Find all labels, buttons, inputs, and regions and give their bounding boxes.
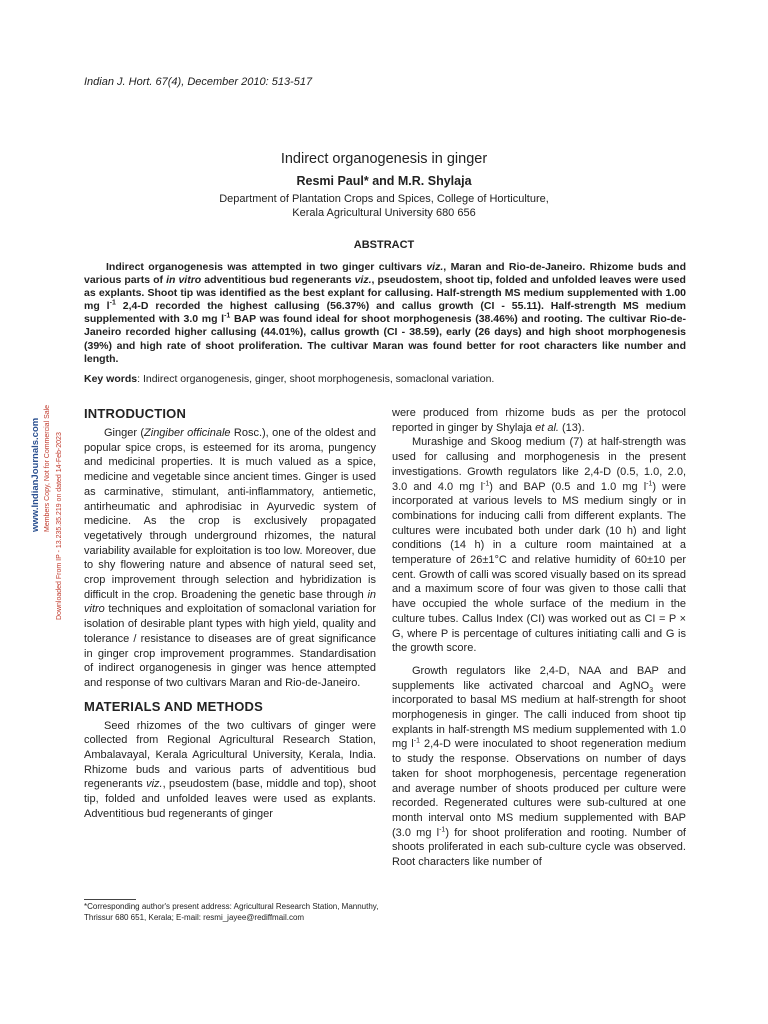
footnote-divider: [84, 899, 136, 900]
affiliation-line-2: Kerala Agricultural University 680 656: [292, 207, 476, 219]
footnote-line-1: *Corresponding author's present address: Agricultural Research Station, Mannuthy,: [84, 902, 379, 911]
sidebar-site: [30, 417, 44, 546]
left-column: [84, 406, 376, 822]
sidebar-download: [56, 432, 70, 634]
journal-citation: Indian J. Hort. 67(4), December 2010: 513-517: [84, 76, 313, 88]
introduction-heading: INTRODUCTION: [84, 406, 187, 421]
methods-paragraph-3: Growth regulators like 2,4-D, NAA and BAP and supplements like activated charcoal and AgNO$_3$ were incorporated to basal MS medium at half-strength for shoot morphogenesis in ginger. The calli induced from shoot tip explants in half-strength MS medium supplemented with 1.0 mg $l^{-1}$ 2,4-D were inoculated to shoot regeneration medium to study the response. Observations on number of days taken for shoot morphogenesis, percentage regeneration and average number of shoots produced per culture were recorded. Regenerated cultures were sub-cultured at one month interval onto MS medium supplemented with BAP (3.0 mg $l^{-1}$) for shoot proliferation and rooting. Number of shoots proliferated in each sub-culture cycle was observed. Root characters like number of: [392, 664, 686, 869]
right-column: [392, 406, 686, 870]
affiliation: [0, 192, 768, 220]
keywords: Key words: Indirect organogenesis, ginger, shoot morphogenesis, somaclonal variation.: [84, 373, 495, 385]
footnote-line-2: Thrissur 680 651, Kerala; E-mail: resmi_jayee@rediffmail.com: [84, 912, 305, 922]
abstract-heading: ABSTRACT: [353, 239, 415, 251]
affiliation-line-1: Department of Plantation Crops and Spices, College of Horticulture,: [219, 193, 549, 205]
authors: Resmi Paul* and M.R. Shylaja: [296, 174, 472, 188]
sidebar-site-text: www.IndianJournals.com: [30, 417, 41, 532]
keywords-label: Key words: [84, 373, 138, 385]
sidebar-download-text: Downloaded From IP - 13.235.35.219 on dated 14-Feb-2023: [56, 432, 63, 620]
footnote: [84, 902, 379, 923]
methods-paragraph: Seed rhizomes of the two cultivars of ginger were collected from Regional Agricultural Research Station, Ambalavayal, Kerala Agricultural University, Kerala, India. Rhizome buds and various parts of adventitious bud regenerants viz., pseudostem (base, middle and top), shoot tip, folded and unfolded leaves were used as explants. Adventitious bud regenerants of ginger: [84, 719, 376, 820]
abstract-text: Indirect organogenesis was attempted in two ginger cultivars viz., Maran and Rio-de-Janeiro. Rhizome buds and various parts of in vitro adventitious bud regenerants viz., pseudostem, shoot tip, folded and unfolded leaves were used as explants. Shoot tip was identified as the best explant for callusing. Half-strength MS medium supplemented with 1.00 mg $l^{-1}$ 2,4-D recorded the highest callusing (56.37%) and callus growth (CI - 55.11). Half-strength MS medium supplemented with 3.0 mg $l^{-1}$ BAP was found ideal for shoot morphogenesis (38.46%) and rooting. The cultivar Rio-de-Janeiro recorded higher callusing (44.01%), callus growth (CI - 38.59), early (26 days) and high shoot morphogenesis (39%) and high rate of shoot proliferation. The cultivar Maran was found better for root characters like number and length.: [84, 261, 687, 365]
methods-heading: MATERIALS AND METHODS: [84, 698, 263, 714]
methods-paragraph-2: Murashige and Skoog medium (7) at half-strength was used for callusing and morphogenesis in the present investigations. Growth regulators like 2,4-D (0.5, 1.0, 2.0, 3.0 and 4.0 mg $l^{-1}$) and BAP (0.5 and 1.0 mg $l^{-1}$) were incorporated at various levels to MS medium singly or in combinations for inducing calli from different explants. The cultures were incubated both under dark (10 h) and light conditions (14 h) in a culture room maintained at a temperature of 26±1°C and relative humidity of 60±10 per cent. Growth of calli was scored visually based on its spread and a maximum score of four was given to those calli that have occupied the whole surface of the medium in the culture tubes. Callus Index (CI) was worked out as CI = P × G, where P is percentage of cultures initiating calli and G is the growth score.: [392, 436, 686, 655]
introduction-paragraph: Ginger (Zingiber officinale Rosc.), one of the oldest and popular spice crops, is esteemed for its aroma, pungency and medicinal properties. It is much valued as a spice, medicine and vegetable since ancient times. Ginger is used as carminative, stimulant, anti-inflammatory, antiemetic, antirheumatic and aphrodisiac in Ayurvedic system of medicine. As the crop is exclusively propagated vegetatively through underground rhizomes, the natural variability available for exploitation is too low. Moreover, due to shy flowering nature and absence of natural seed set, crop improvement through selection and hybridization is difficult in the crop. Broadening the genetic base through in vitro techniques and exploitation of somaclonal variation for isolation of desirable plant types with high yield, quality and tolerance / resistance to diseases are of great significance in ginger crop improvement programmes. Standardisation of indirect organogenesis in ginger was hence attempted and response of two cultivars Maran and Rio-de-Janeiro.: [84, 427, 376, 689]
paper-title: Indirect organogenesis in ginger: [280, 151, 488, 167]
sidebar-members-text: Members Copy, Not for Commercial Sale: [44, 404, 51, 532]
methods-continuation: were produced from rhizome buds as per the protocol reported in ginger by Shylaja et al. (13).: [392, 407, 686, 434]
